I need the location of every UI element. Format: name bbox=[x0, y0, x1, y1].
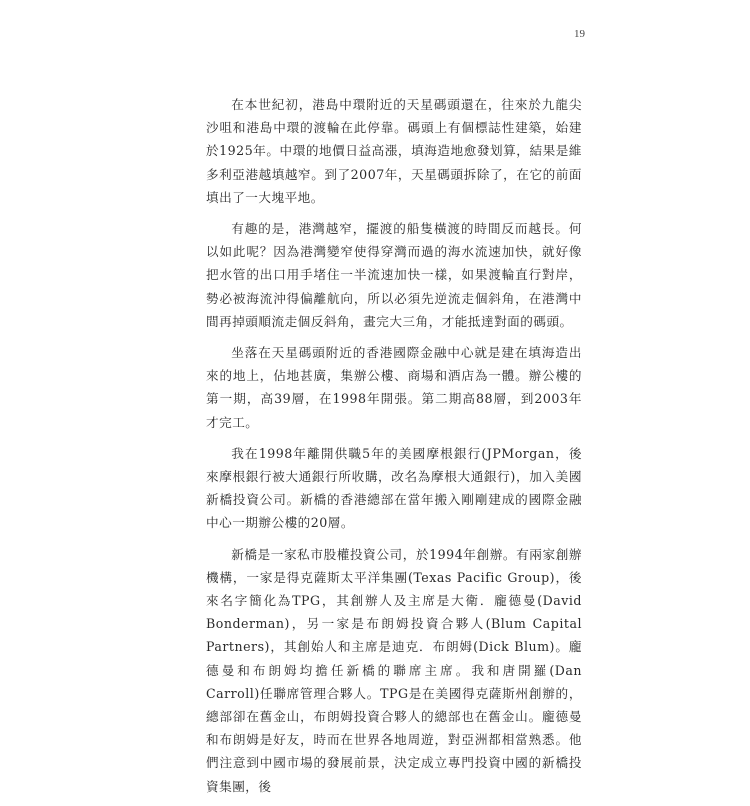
paragraph: 坐落在天星碼頭附近的香港國際金融中心就是建在填海造出來的地上，佔地甚廣，集辦公樓、商場和酒店為一體。辦公樓的第一期，高39層，在1998年開張。第二期高88層，到2003年才完工。 bbox=[206, 345, 582, 430]
paragraph: 有趣的是，港灣越窄，擺渡的船隻橫渡的時間反而越長。何以如此呢？因為港灣變窄使得穿灣而過的海水流速加快，就好像把水管的出口用手堵住一半流速加快一樣，如果渡輪直行對岸，勢必被海流沖得偏離航向，所以必須先逆流走個斜角，在港灣中間再掉頭順流走個反斜角，畫完大三角，才能抵達對面的碼頭。 bbox=[206, 221, 582, 329]
paragraph: 我在1998年離開供職5年的美國摩根銀行(JPMorgan，後來摩根銀行被大通銀行所收購，改名為摩根大通銀行)，加入美國新橋投資公司。新橋的香港總部在當年搬入剛剛建成的國際金融中心一期辦公樓的20層。 bbox=[206, 445, 582, 531]
body-text bbox=[206, 93, 582, 806]
page-number: 19 bbox=[574, 28, 585, 40]
paragraph: 新橋是一家私市股權投資公司，於1994年創辦。有兩家創辦機構，一家是得克薩斯太平洋集團(Texas Pacific Group)，後來名字簡化為TPG，其創辦人及主席是大衛．龐德曼(David Bonderman)，另一家是布朗姆投資合夥人(Blum Capital Partners)，其創始人和主席是迪克．布朗姆(Dick Blum)。龐德曼和布朗姆均擔任新橋的聯席主席。我和唐開羅(Dan Carroll)任聯席管理合夥人。TPG是在美國得克薩斯州創辦的，總部卻在舊金山，布朗姆投資合夥人的總部也在舊金山。龐德曼和布朗姆是好友，時而在世界各地周遊，對亞洲都相當熟悉。他們注意到中國市場的發展前景，決定成立專門投資中國的新橋投資集團，後 bbox=[206, 546, 582, 794]
paragraph: 在本世紀初，港島中環附近的天星碼頭還在，往來於九龍尖沙咀和港島中環的渡輪在此停靠。碼頭上有個標誌性建築，始建於1925年。中環的地價日益高漲，填海造地愈發划算，結果是維多利亞港越填越窄。到了2007年，天星碼頭拆除了，在它的前面填出了一大塊平地。 bbox=[206, 97, 582, 205]
